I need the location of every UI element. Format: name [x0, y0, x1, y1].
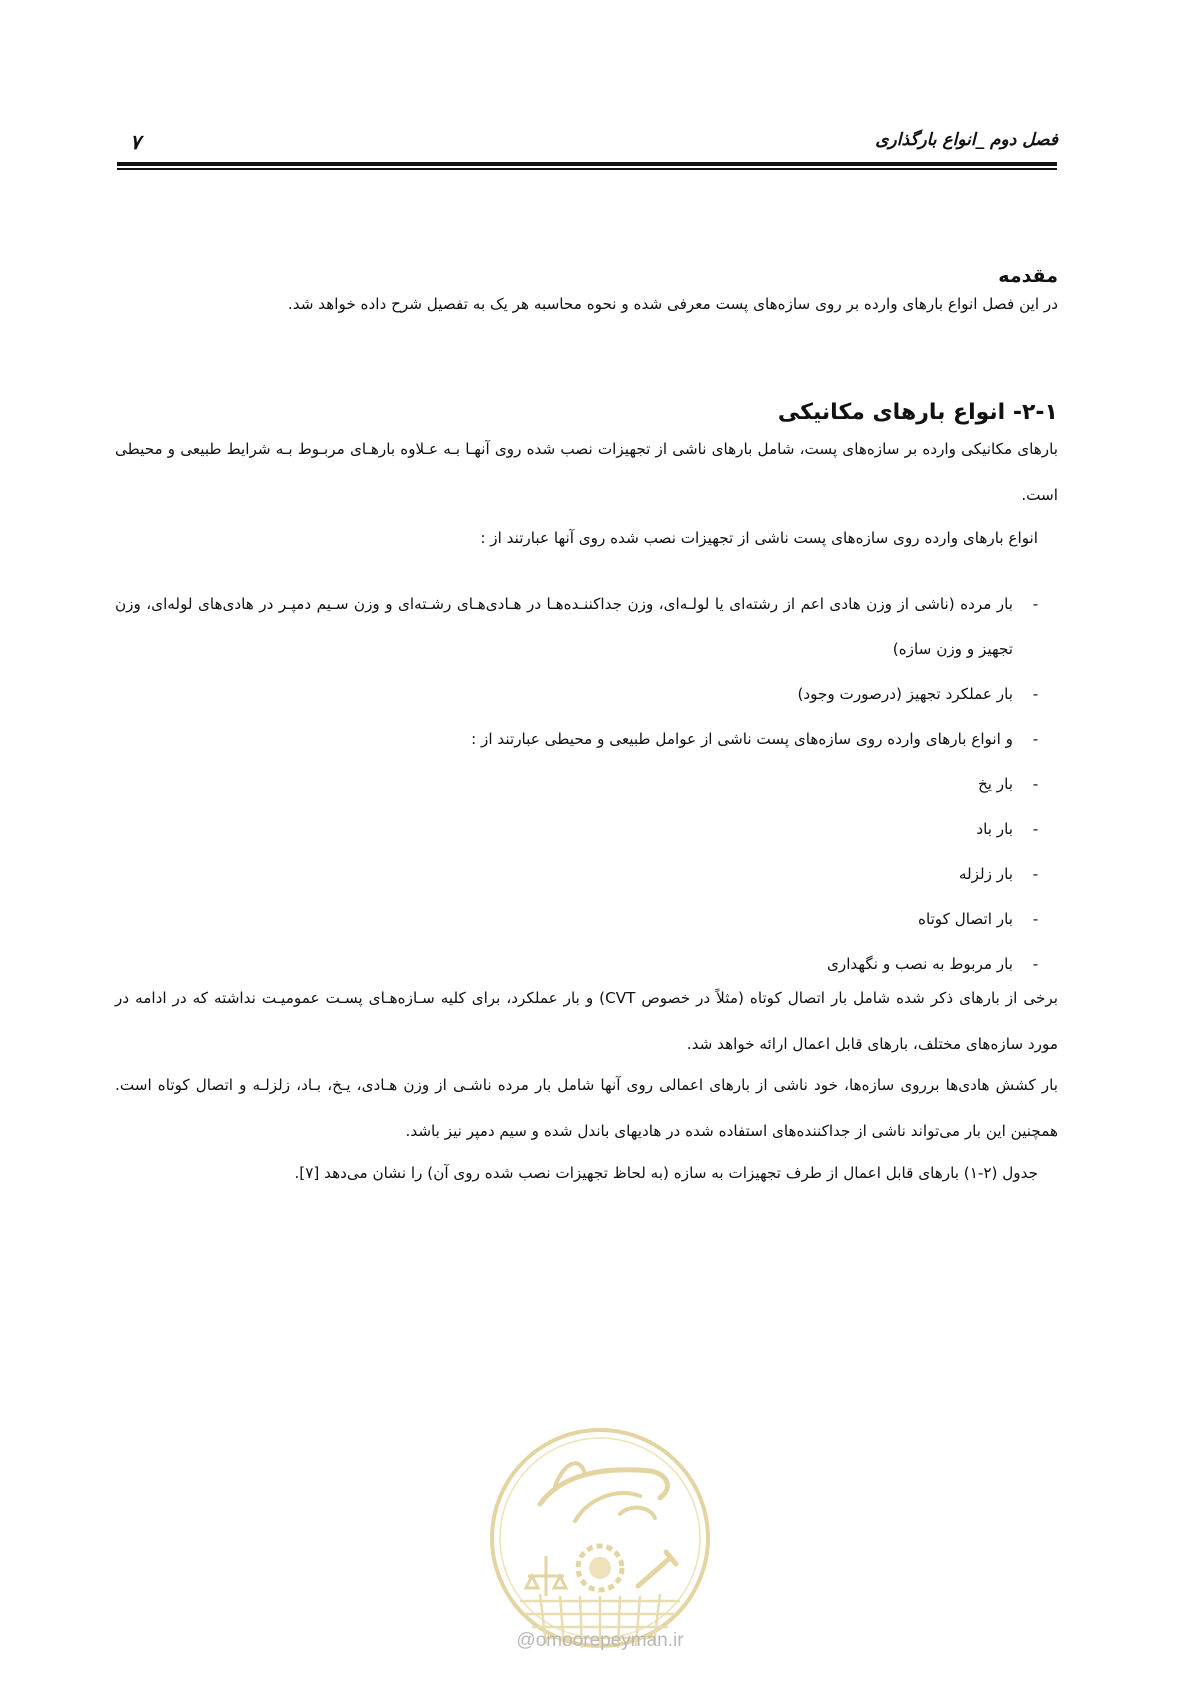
list-item-text: بار زلزله — [958, 865, 1013, 883]
bullet-dash: - — [1032, 955, 1039, 973]
list-item — [115, 762, 1058, 807]
bullet-dash: - — [1032, 730, 1039, 748]
section-paragraph-2: انواع بارهای وارده روی سازه‌های پست ناشی از تجهیزات نصب شده روی آنها عبارتند از : — [480, 529, 1038, 547]
section-paragraph-3: برخی از بارهای ذکر شده شامل بار اتصال کوتاه (مثلاً در خصوص CVT) و بار عملکرد، برای کلیه سـازه‌هـای پسـت عمومیـت نداشته که در ادامه در مورد سازه‌های مختلف، بارهای قابل اعمال ارائه خواهد شد. — [115, 989, 1058, 1053]
list-item — [115, 852, 1058, 897]
list-item — [115, 672, 1058, 717]
list-item-text: بار یخ — [977, 775, 1013, 793]
intro-heading: مقدمه — [998, 265, 1058, 287]
list-item — [115, 807, 1058, 852]
intro-paragraph: در این فصل انواع بارهای وارده بر روی سازه‌های پست معرفی شده و نحوه محاسبه هر یک به تفصیل شرح داده خواهد شد. — [287, 295, 1058, 313]
bullet-dash: - — [1032, 865, 1039, 883]
list-item-text: بار اتصال کوتاه — [917, 910, 1013, 928]
list-item-text: بار عملکرد تجهیز (درصورت وجود) — [797, 685, 1013, 703]
list-item-text: و انواع بارهای وارده روی سازه‌های پست ناشی از عوامل طبیعی و محیطی عبارتند از : — [471, 730, 1013, 748]
list-item — [115, 717, 1058, 762]
chapter-title: فصل دوم _انواع بارگذاری — [875, 130, 1058, 150]
header-rule-thick — [117, 162, 1057, 166]
list-item-text: بار مربوط به نصب و نگهداری — [826, 955, 1013, 973]
bullet-dash: - — [1032, 685, 1039, 703]
list-item — [115, 897, 1058, 942]
page-number: ۷ — [130, 130, 141, 154]
bullet-dash: - — [1032, 595, 1039, 613]
section-paragraph-1: بارهای مکانیکی وارده بر سازه‌های پست، شامل بارهای ناشی از تجهیزات نصب شده روی آنهـا بـه عـلاوه بارهـای مربـوط بـه شرایط طبیعی و محیطی است. — [115, 440, 1058, 504]
list-item-text: بار مرده (ناشی از وزن هادی اعم از رشته‌ای یا لولـه‌ای، وزن جداکننـده‌هـا در هـادی‌هـای رشـته‌ای و وزن سـیم دمپـر در هادی‌های لوله‌ای، وزن تجهیز و وزن سازه) — [115, 595, 1013, 658]
bullet-dash: - — [1032, 820, 1039, 838]
list-item-text: بار باد — [976, 820, 1013, 838]
section-heading: ۲-۱- انواع بارهای مکانیکی — [777, 400, 1058, 425]
section-paragraph-4: بار کشش هادی‌ها برروی سازه‌ها، خود ناشی از بارهای اعمالی روی آنها شامل بار مرده ناشـی از وزن هـادی، یـخ، بـاد، زلزلـه و اتصال کوتاه است. همچنین این بار می‌تواند ناشی از جداکننده‌های استفاده شده در هادیهای باندل شده و سیم دمپر نیز باشد. — [115, 1076, 1058, 1140]
watermark-url: @omoorepeyman.ir — [516, 1630, 684, 1651]
bullet-dash: - — [1032, 910, 1039, 928]
load-types-list — [115, 582, 1058, 987]
section-paragraph-5: جدول (۲-۱) بارهای قابل اعمال از طرف تجهیزات به سازه (به لحاظ تجهیزات نصب شده روی آن) را نشان می‌دهد [۷]. — [294, 1164, 1038, 1182]
header-rule-thin — [117, 168, 1057, 170]
list-item — [115, 582, 1058, 672]
bullet-dash: - — [1032, 775, 1039, 793]
